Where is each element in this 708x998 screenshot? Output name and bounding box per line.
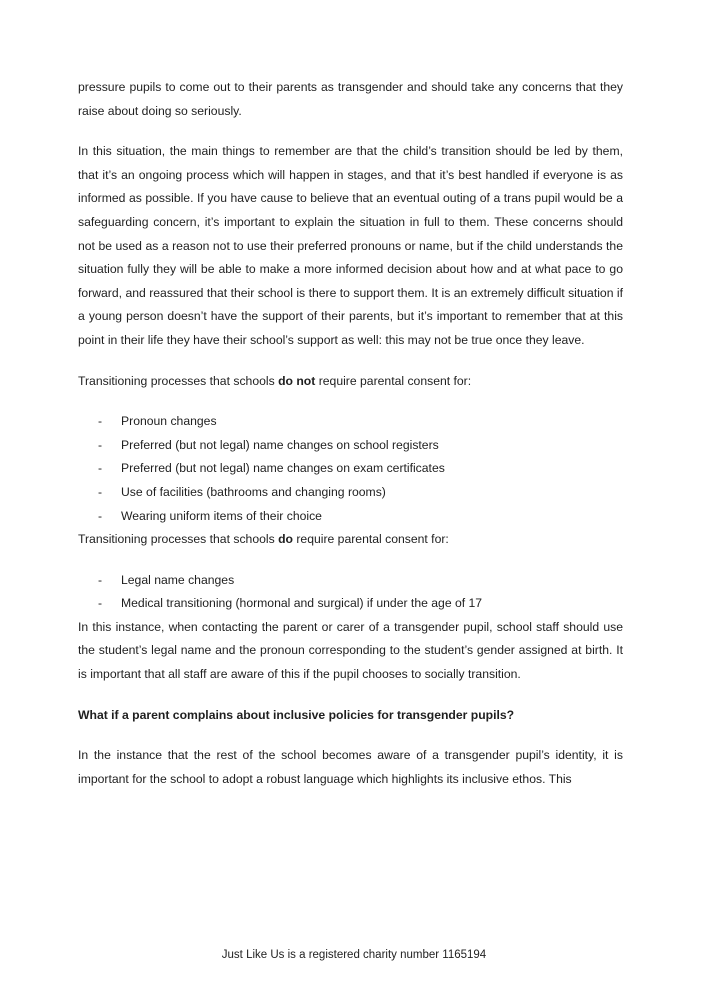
list-item-text: Wearing uniform items of their choice: [121, 508, 322, 523]
list-item-text: Medical transitioning (hormonal and surgical) if under the age of 17: [121, 596, 483, 611]
list-item: [78, 457, 623, 481]
dash-bullet: -: [98, 596, 103, 611]
list-item: [78, 569, 623, 593]
dash-bullet: -: [98, 572, 103, 587]
list-item: [78, 410, 623, 434]
no-consent-intro-after: require parental consent for:: [315, 373, 472, 388]
list-item: [78, 434, 623, 458]
dash-bullet: -: [98, 414, 103, 429]
list-item-text: Pronoun changes: [121, 414, 217, 429]
list-item: [78, 505, 623, 529]
list-item-text: Legal name changes: [121, 572, 235, 587]
no-consent-list: [78, 410, 623, 528]
no-consent-intro-bold: do not: [278, 373, 316, 388]
dash-bullet: -: [98, 437, 103, 452]
dash-bullet: -: [98, 461, 103, 476]
consent-intro-after: require parental consent for:: [292, 532, 449, 547]
page-footer: Just Like Us is a registered charity number 1165194: [221, 949, 487, 961]
consent-intro: [78, 528, 623, 552]
section-heading: What if a parent complains about inclusive policies for transgender pupils?: [78, 707, 515, 722]
page-content: [78, 76, 623, 791]
paragraph-parent-contact: In this instance, when contacting the parent or carer of a transgender pupil, school staff should use the student’s legal name and the pronoun corresponding to the student’s gender assigned at birth. It is important that all staff are aware of this if the pupil chooses to socially transition.: [78, 619, 623, 682]
dash-bullet: -: [98, 508, 103, 523]
dash-bullet: -: [98, 484, 103, 499]
no-consent-intro-before: Transitioning processes that schools: [78, 373, 279, 388]
list-item-text: Use of facilities (bathrooms and changing rooms): [121, 484, 386, 499]
list-item-text: Preferred (but not legal) name changes on school registers: [121, 437, 439, 452]
consent-intro-bold: do: [278, 532, 293, 547]
list-item: [78, 481, 623, 505]
paragraph-1: pressure pupils to come out to their parents as transgender and should take any concerns that they raise about doing so seriously.: [78, 80, 623, 118]
list-item: [78, 592, 623, 616]
paragraph-inclusive-language: In the instance that the rest of the school becomes aware of a transgender pupil’s identity, it is important for the school to adopt a robust language which highlights its inclusive ethos. This: [78, 748, 623, 786]
list-item-text: Preferred (but not legal) name changes on exam certificates: [121, 461, 445, 476]
consent-intro-before: Transitioning processes that schools: [78, 532, 279, 547]
consent-list: [78, 569, 623, 616]
no-consent-intro: [78, 370, 623, 394]
paragraph-2: In this situation, the main things to remember are that the child’s transition should be led by them, that it’s an ongoing process which will happen in stages, and that it’s best handled if everyone is as informed as possible. If you have cause to believe that an eventual outing of a trans pupil would be a safeguarding concern, it’s important to explain the situation in full to them. These concerns should not be used as a reason not to use their preferred pronouns or name, but if the child understands the situation fully they will be able to make a more informed decision about how and at what pace to go forward, and reassured that their school is there to support them. It is an extremely difficult situation if a young person doesn’t have the support of their parents, but it’s important to remember that at this point in their life they have their school’s support as well: this may not be true once they leave.: [78, 144, 623, 347]
